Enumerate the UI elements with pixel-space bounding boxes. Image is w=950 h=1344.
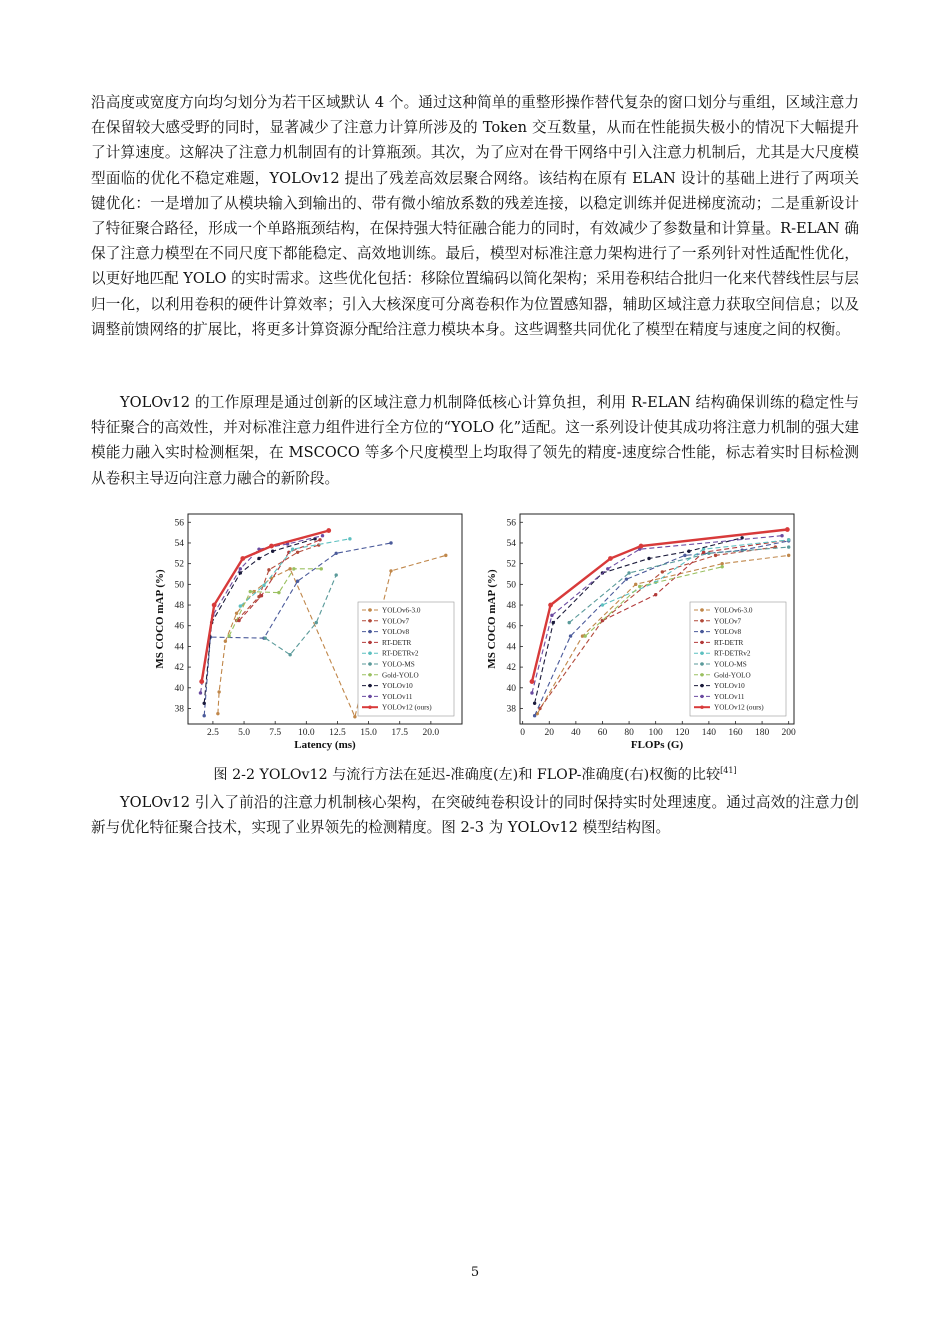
data-point xyxy=(568,621,571,624)
legend-swatch-marker xyxy=(700,706,703,709)
data-point xyxy=(202,702,205,705)
data-point xyxy=(707,552,710,555)
chart-svg xyxy=(484,508,804,753)
data-point xyxy=(606,567,609,570)
data-point xyxy=(315,621,318,624)
legend-swatch-marker xyxy=(368,673,371,676)
y-tick-label: 48 xyxy=(174,601,184,612)
legend-label: RT-DETR xyxy=(714,638,744,647)
x-tick-label: 80 xyxy=(624,728,634,738)
data-point xyxy=(348,537,351,540)
data-point xyxy=(227,634,230,637)
y-tick-label: 56 xyxy=(506,518,516,529)
legend-swatch-marker xyxy=(700,619,703,622)
data-point xyxy=(654,593,657,596)
data-point xyxy=(292,567,295,570)
x-tick-label: 160 xyxy=(728,728,743,738)
data-point xyxy=(569,634,572,637)
data-point xyxy=(608,556,613,561)
data-point xyxy=(533,702,536,705)
legend-label: YOLO-MS xyxy=(714,660,747,669)
data-point xyxy=(625,577,628,580)
page-number: 5 xyxy=(470,1265,480,1280)
y-tick-label: 44 xyxy=(174,642,184,653)
data-point xyxy=(237,619,240,622)
legend-swatch-marker xyxy=(368,652,371,655)
paragraph-2: YOLOv12 的工作原理是通过创新的区域注意力机制降低核心计算负担，利用 R-ELAN 结构确保训练的稳定性与特征聚合的高效性，并对标准注意力组件进行全方位的“YOLO 化”适配。这一系列设计使其成功将注意力机制的强大建模能力融入实时检测框架，在 MSCOCO 等多个尺度模型上均取得了领先的精度-速度综合性能，标志着实时目标检测从卷积主导迈向注意力融合的新阶段。 xyxy=(91,394,859,487)
data-point xyxy=(262,584,265,587)
data-point xyxy=(271,550,274,553)
y-tick-label: 48 xyxy=(506,601,516,612)
y-tick-label: 42 xyxy=(174,663,184,674)
y-tick-label: 52 xyxy=(506,559,516,570)
data-point xyxy=(787,538,790,541)
x-tick-label: 0 xyxy=(520,728,526,738)
legend-swatch-marker xyxy=(368,695,371,698)
x-axis-label: Latency (ms) xyxy=(294,739,356,751)
data-point xyxy=(257,557,260,560)
data-point xyxy=(318,538,321,541)
legend-swatch-marker xyxy=(700,652,703,655)
flops-accuracy-chart xyxy=(484,508,804,753)
legend-swatch-marker xyxy=(700,630,703,633)
y-tick-label: 40 xyxy=(174,683,184,694)
data-point xyxy=(444,554,447,557)
data-point xyxy=(627,571,630,574)
data-point xyxy=(601,603,604,606)
legend-swatch-marker xyxy=(700,641,703,644)
data-point xyxy=(720,565,723,568)
y-tick-label: 38 xyxy=(174,704,184,715)
data-point xyxy=(239,567,242,570)
x-tick-label: 15.0 xyxy=(360,728,377,738)
y-tick-label: 46 xyxy=(174,621,184,632)
x-tick-label: 12.5 xyxy=(329,728,346,738)
y-tick-label: 38 xyxy=(506,704,516,715)
x-tick-label: 140 xyxy=(701,728,716,738)
data-point xyxy=(249,590,252,593)
data-point xyxy=(224,640,227,643)
data-point xyxy=(199,691,202,694)
data-point xyxy=(533,714,536,717)
data-point xyxy=(740,536,743,539)
data-point xyxy=(269,544,274,549)
legend-label: RT-DETRv2 xyxy=(714,649,751,658)
y-tick-label: 56 xyxy=(174,518,184,529)
legend-label: YOLOv7 xyxy=(714,617,742,626)
data-point xyxy=(235,612,238,615)
data-point xyxy=(714,554,717,557)
legend-label: YOLOv12 (ours) xyxy=(382,703,432,712)
figure-caption xyxy=(0,764,950,784)
data-point xyxy=(787,545,790,548)
legend-label: YOLOv7 xyxy=(382,617,410,626)
y-tick-label: 46 xyxy=(506,621,516,632)
data-point xyxy=(288,567,291,570)
legend-label: YOLOv11 xyxy=(382,692,413,701)
data-point xyxy=(291,547,294,550)
legend-swatch-marker xyxy=(700,695,703,698)
chart-svg xyxy=(152,508,472,753)
data-point xyxy=(320,567,323,570)
data-point xyxy=(277,591,280,594)
legend-swatch-marker xyxy=(368,619,371,622)
x-tick-label: 40 xyxy=(571,728,581,738)
paragraph-1: 沿高度或宽度方向均匀划分为若干区域默认 4 个。通过这种简单的重整形操作替代复杂的窗口划分与重组，区域注意力在保留较大感受野的同时，显著减少了注意力计算所涉及的 Token 交互数量，从而在性能损失极小的情况下大幅提升了计算速度。这解决了注意力机制固有的计算瓶颈。其次，为了应对在骨干网络中引入注意力机制后，尤其是大尺度模型面临的优化不稳定难题，YOLOv12 提出了残差高效层聚合网络。该结构在原有 ELAN 设计的基础上进行了两项关键优化：一是增加了从模块输入到输出的、带有微小缩放系数的残差连接，以稳定训练并促进梯度流动；二是重新设计了特征聚合路径，形成一个单路瓶颈结构，在保持强大特征融合能力的同时，有效减少了参数量和计算量。R-ELAN 确保了注意力模型在不同尺度下都能稳定、高效地训练。最后，模型对标准注意力架构进行了一系列针对性适配性优化，以更好地匹配 YOLO 的实时需求。这些优化包括：移除位置编码以简化架构；采用卷积结合批归一化来代替线性层与层归一化，以利用卷积的硬件计算效率；引入大核深度可分离卷积作为位置感知器，辅助区域注意力获取空间信息；以及调整前馈网络的扩展比，将更多计算资源分配给注意力模块本身。这些调整共同优化了模型在精度与速度之间的权衡。 xyxy=(91,94,859,338)
data-point xyxy=(199,679,204,684)
y-tick-label: 52 xyxy=(174,559,184,570)
data-point xyxy=(530,679,535,684)
data-point xyxy=(353,715,356,718)
x-tick-label: 5.0 xyxy=(238,728,250,738)
data-point xyxy=(550,614,553,617)
data-point xyxy=(661,570,664,573)
x-tick-label: 2.5 xyxy=(206,728,219,738)
data-point xyxy=(683,554,686,557)
legend-swatch-marker xyxy=(700,662,703,665)
legend-label: RT-DETR xyxy=(382,638,412,647)
data-point xyxy=(288,653,291,656)
y-axis-label: MS COCO mAP (%) xyxy=(154,569,166,669)
data-point xyxy=(634,583,637,586)
data-point xyxy=(296,580,299,583)
data-point xyxy=(264,636,267,639)
x-tick-label: 10.0 xyxy=(298,728,315,738)
y-tick-label: 50 xyxy=(174,580,184,591)
data-point xyxy=(787,554,790,557)
legend-label: Gold-YOLO xyxy=(382,671,419,680)
x-tick-label: 120 xyxy=(675,728,690,738)
data-point xyxy=(202,714,205,717)
legend-swatch-marker xyxy=(368,630,371,633)
data-point xyxy=(326,528,331,533)
data-point xyxy=(260,594,263,597)
legend-label: YOLOv6-3.0 xyxy=(714,606,753,615)
data-point xyxy=(389,569,392,572)
data-point xyxy=(216,712,219,715)
data-point xyxy=(552,621,555,624)
legend-swatch-marker xyxy=(368,706,371,709)
y-tick-label: 54 xyxy=(174,538,184,549)
legend-label: YOLOv8 xyxy=(382,628,410,637)
data-point xyxy=(639,544,644,549)
data-point xyxy=(583,634,586,637)
data-point xyxy=(240,556,245,561)
data-point xyxy=(530,691,533,694)
x-tick-label: 200 xyxy=(781,728,796,738)
data-point xyxy=(217,690,220,693)
data-point xyxy=(335,573,338,576)
data-point xyxy=(720,562,723,565)
legend-swatch-marker xyxy=(368,684,371,687)
legend-label: YOLOv11 xyxy=(714,692,745,701)
x-tick-label: 7.5 xyxy=(269,728,282,738)
data-point xyxy=(785,527,790,532)
caption-text: 图 2-2 YOLOv12 与流行方法在延迟-准确度(左)和 FLOP-准确度(右)权衡的比较 xyxy=(213,767,721,783)
data-point xyxy=(335,552,338,555)
x-tick-label: 60 xyxy=(597,728,608,738)
data-point xyxy=(548,603,553,608)
y-axis-label: MS COCO mAP (%) xyxy=(486,569,498,669)
legend-label: RT-DETRv2 xyxy=(382,649,419,658)
legend-swatch-marker xyxy=(700,608,703,611)
legend-label: YOLO-MS xyxy=(382,660,415,669)
data-point xyxy=(389,541,392,544)
data-point xyxy=(702,551,705,554)
data-point xyxy=(780,534,783,537)
y-tick-label: 50 xyxy=(506,580,516,591)
data-point xyxy=(647,557,650,560)
latency-accuracy-chart xyxy=(152,508,472,753)
data-point xyxy=(321,534,324,537)
x-axis-label: FLOPs (G) xyxy=(630,739,684,751)
data-point xyxy=(687,550,690,553)
x-tick-label: 180 xyxy=(754,728,770,738)
x-tick-label: 20 xyxy=(544,728,555,738)
legend-swatch-marker xyxy=(700,684,703,687)
legend-label: Gold-YOLO xyxy=(714,671,751,680)
legend-swatch-marker xyxy=(700,673,703,676)
x-tick-label: 20.0 xyxy=(422,728,440,738)
legend-label: YOLOv10 xyxy=(382,682,413,691)
caption-reference: [41] xyxy=(720,766,737,775)
data-point xyxy=(212,603,217,608)
legend-swatch-marker xyxy=(368,641,371,644)
y-tick-label: 44 xyxy=(506,642,516,653)
legend-label: YOLOv8 xyxy=(714,628,742,637)
legend-label: YOLOv12 (ours) xyxy=(714,703,764,712)
data-point xyxy=(267,568,270,571)
paragraph-3: YOLOv12 引入了前沿的注意力机制核心架构，在突破纯卷积设计的同时保持实时处理速度。通过高效的注意力创新与优化特征聚合技术，实现了业界领先的检测精度。图 2-3 为 YOLOv12 模型结构图。 xyxy=(91,794,859,837)
legend-swatch-marker xyxy=(368,662,371,665)
legend-label: YOLOv10 xyxy=(714,682,745,691)
y-tick-label: 42 xyxy=(506,663,516,674)
data-point xyxy=(296,551,299,554)
x-tick-label: 100 xyxy=(648,728,663,738)
y-tick-label: 54 xyxy=(506,538,516,549)
data-point xyxy=(239,604,242,607)
y-tick-label: 40 xyxy=(506,683,516,694)
legend-swatch-marker xyxy=(368,608,371,611)
data-point xyxy=(638,585,641,588)
legend-label: YOLOv6-3.0 xyxy=(382,606,421,615)
x-tick-label: 17.5 xyxy=(391,728,409,738)
